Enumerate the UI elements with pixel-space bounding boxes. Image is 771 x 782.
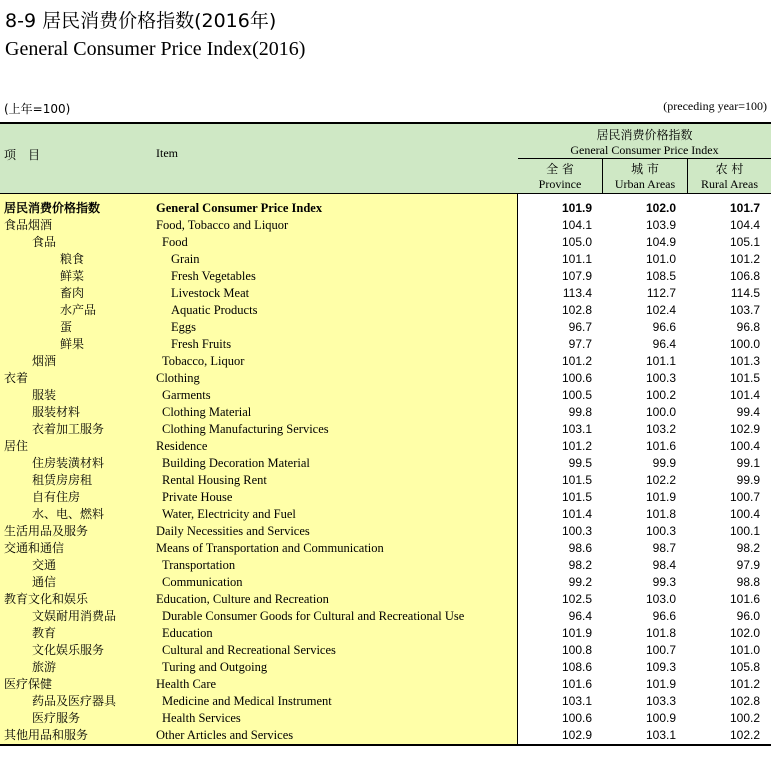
table-row	[0, 591, 771, 608]
row-item-en: Food, Tobacco and Liquor	[156, 218, 289, 232]
header-rural-en: Rural Areas	[701, 177, 758, 191]
value-urban: 96.6	[652, 320, 676, 334]
value-province: 98.2	[568, 558, 592, 572]
row-item-zh: 生活用品及服务	[4, 524, 89, 538]
value-province: 103.1	[561, 422, 592, 436]
value-rural: 102.8	[729, 694, 760, 708]
row-item-en: Grain	[171, 252, 200, 266]
row-item-en: Medicine and Medical Instrument	[162, 694, 332, 708]
value-province: 101.4	[561, 507, 592, 521]
header-group-en: General Consumer Price Index	[570, 143, 719, 157]
value-rural: 105.8	[729, 660, 760, 674]
value-province: 101.9	[561, 626, 592, 640]
row-item-en: Health Care	[156, 677, 217, 691]
value-rural: 96.0	[736, 609, 760, 623]
table-row	[0, 642, 771, 659]
value-province: 101.2	[561, 354, 592, 368]
table-row	[0, 693, 771, 710]
value-urban: 101.1	[645, 354, 676, 368]
table-row	[0, 421, 771, 438]
row-item-en: Health Services	[162, 711, 241, 725]
table-row	[0, 268, 771, 285]
table-row	[0, 217, 771, 234]
row-item-zh: 水产品	[60, 303, 97, 317]
row-item-en: Cultural and Recreational Services	[162, 643, 336, 657]
value-urban: 102.2	[645, 473, 676, 487]
value-urban: 108.5	[645, 269, 676, 283]
table-row	[0, 659, 771, 676]
value-province: 101.5	[561, 490, 592, 504]
row-item-zh: 其他用品和服务	[4, 728, 89, 742]
table-row	[0, 438, 771, 455]
row-item-zh: 衣着加工服务	[32, 422, 105, 436]
value-rural: 100.2	[729, 711, 760, 725]
value-urban: 96.6	[652, 609, 676, 623]
value-rural: 105.1	[729, 235, 760, 249]
table-row	[0, 727, 771, 744]
value-rural: 101.5	[729, 371, 760, 385]
value-province: 100.3	[561, 524, 592, 538]
table-row	[0, 370, 771, 387]
value-province: 102.9	[561, 728, 592, 742]
value-urban: 102.0	[645, 201, 676, 215]
row-item-zh: 服装	[32, 388, 57, 402]
value-rural: 97.9	[736, 558, 760, 572]
row-item-zh: 文娱耐用消费品	[32, 609, 117, 623]
value-province: 104.1	[561, 218, 592, 232]
value-rural: 101.2	[729, 252, 760, 266]
row-item-en: Water, Electricity and Fuel	[162, 507, 296, 521]
value-rural: 100.0	[729, 337, 760, 351]
row-item-zh: 交通	[32, 558, 57, 572]
value-province: 113.4	[562, 286, 592, 300]
row-item-en: Livestock Meat	[171, 286, 250, 300]
value-urban: 99.3	[652, 575, 676, 589]
value-urban: 100.0	[645, 405, 676, 419]
value-urban: 101.8	[645, 626, 676, 640]
value-urban: 103.2	[645, 422, 676, 436]
table-row	[0, 302, 771, 319]
value-urban: 102.4	[645, 303, 676, 317]
row-item-zh: 租赁房房租	[32, 473, 93, 487]
value-rural: 98.8	[736, 575, 760, 589]
value-province: 101.2	[561, 439, 592, 453]
value-rural: 102.0	[729, 626, 760, 640]
value-rural: 100.1	[729, 524, 760, 538]
value-province: 100.5	[561, 388, 592, 402]
table-row	[0, 336, 771, 353]
header-province-en: Province	[538, 177, 582, 191]
value-province: 102.8	[561, 303, 592, 317]
row-item-en: Transportation	[162, 558, 236, 572]
value-urban: 100.9	[645, 711, 676, 725]
value-rural: 102.9	[729, 422, 760, 436]
table-row	[0, 387, 771, 404]
value-urban: 103.3	[645, 694, 676, 708]
table-row	[0, 285, 771, 302]
row-item-zh: 食品烟酒	[4, 218, 53, 232]
row-item-en: Communication	[162, 575, 243, 589]
value-urban: 112.7	[646, 286, 676, 300]
header-province-zh: 全 省	[546, 162, 574, 176]
table-row	[0, 319, 771, 336]
row-item-en: Education, Culture and Recreation	[156, 592, 329, 606]
value-rural: 98.2	[736, 541, 760, 555]
base-note-zh: (上年=100)	[4, 102, 71, 116]
value-urban: 100.3	[645, 524, 676, 538]
row-item-zh: 畜肉	[60, 286, 85, 300]
value-province: 103.1	[561, 694, 592, 708]
row-item-en: Clothing Manufacturing Services	[162, 422, 329, 436]
row-item-en: Building Decoration Material	[162, 456, 310, 470]
value-province: 96.7	[568, 320, 592, 334]
value-urban: 103.1	[645, 728, 676, 742]
value-urban: 101.6	[645, 439, 676, 453]
row-item-en: Means of Transportation and Communication	[156, 541, 384, 555]
value-urban: 100.7	[645, 643, 676, 657]
row-item-zh: 食品	[32, 235, 57, 249]
row-item-en: Residence	[156, 439, 208, 453]
row-item-en: Fresh Fruits	[171, 337, 232, 351]
row-item-zh: 通信	[32, 575, 57, 589]
value-urban: 101.9	[645, 490, 676, 504]
value-urban: 99.9	[652, 456, 676, 470]
table-row	[0, 523, 771, 540]
table-row	[0, 557, 771, 574]
row-item-zh: 水、电、燃料	[32, 507, 105, 521]
row-item-zh: 烟酒	[32, 354, 57, 368]
row-item-zh: 教育	[32, 626, 57, 640]
row-item-en: Turing and Outgoing	[162, 660, 268, 674]
table-row	[0, 676, 771, 693]
value-rural: 99.4	[736, 405, 760, 419]
row-item-en: General Consumer Price Index	[156, 201, 323, 215]
value-province: 99.2	[568, 575, 592, 589]
table-row	[0, 234, 771, 251]
value-province: 100.6	[561, 711, 592, 725]
row-item-zh: 蛋	[60, 320, 73, 334]
value-rural: 101.2	[729, 677, 760, 691]
row-item-zh: 教育文化和娱乐	[4, 592, 89, 606]
value-province: 100.6	[561, 371, 592, 385]
row-item-zh: 文化娱乐服务	[32, 643, 105, 657]
value-province: 102.5	[561, 592, 592, 606]
page-title-zh: 8-9 居民消费价格指数(2016年)	[5, 10, 277, 32]
header-divider	[518, 158, 771, 159]
table-row	[0, 472, 771, 489]
row-item-zh: 粮食	[60, 252, 85, 266]
row-item-en: Clothing	[156, 371, 200, 385]
value-province: 108.6	[561, 660, 592, 674]
header-group-zh: 居民消费价格指数	[596, 128, 693, 142]
row-item-zh: 鲜菜	[60, 269, 85, 283]
row-item-en: Clothing Material	[162, 405, 252, 419]
row-item-en: Daily Necessities and Services	[156, 524, 310, 538]
value-rural: 101.6	[729, 592, 760, 606]
value-urban: 103.9	[645, 218, 676, 232]
value-province: 100.8	[561, 643, 592, 657]
value-rural: 101.0	[729, 643, 760, 657]
price-index-table	[0, 122, 771, 746]
row-item-zh: 医疗保健	[4, 677, 53, 691]
value-rural: 101.7	[729, 201, 760, 215]
row-item-zh: 居住	[4, 439, 29, 453]
row-item-en: Durable Consumer Goods for Cultural and Recreational Use	[162, 609, 465, 623]
row-item-en: Fresh Vegetables	[171, 269, 256, 283]
header-urban-en: Urban Areas	[614, 177, 676, 191]
value-urban: 103.0	[645, 592, 676, 606]
value-province: 99.8	[568, 405, 592, 419]
page-title-en: General Consumer Price Index(2016)	[5, 38, 306, 60]
value-urban: 109.3	[645, 660, 676, 674]
value-province: 107.9	[561, 269, 592, 283]
value-rural: 106.8	[729, 269, 760, 283]
row-item-zh: 药品及医疗器具	[32, 694, 117, 708]
value-province: 101.6	[561, 677, 592, 691]
header-item-en: Item	[156, 146, 178, 160]
table-row	[0, 608, 771, 625]
row-item-zh: 服装材料	[32, 405, 81, 419]
table-row	[0, 404, 771, 421]
value-rural: 114.5	[730, 286, 760, 300]
table-row	[0, 625, 771, 642]
value-province: 101.5	[561, 473, 592, 487]
row-item-zh: 旅游	[32, 660, 57, 674]
value-urban: 100.3	[645, 371, 676, 385]
value-province: 105.0	[561, 235, 592, 249]
value-province: 101.1	[561, 252, 592, 266]
row-item-zh: 居民消费价格指数	[4, 201, 101, 215]
header-rural-zh: 农 村	[715, 162, 744, 176]
table-row	[0, 710, 771, 727]
value-province: 99.5	[568, 456, 592, 470]
value-rural: 102.2	[729, 728, 760, 742]
value-rural: 101.4	[729, 388, 760, 402]
row-item-en: Food	[162, 235, 188, 249]
value-rural: 100.7	[729, 490, 760, 504]
table-row	[0, 489, 771, 506]
row-item-en: Education	[162, 626, 213, 640]
value-rural: 104.4	[729, 218, 760, 232]
value-rural: 103.7	[729, 303, 760, 317]
row-item-en: Tobacco, Liquor	[162, 354, 245, 368]
value-rural: 96.8	[736, 320, 760, 334]
row-item-en: Private House	[162, 490, 233, 504]
row-item-en: Aquatic Products	[171, 303, 258, 317]
table-row	[0, 574, 771, 591]
value-province: 98.6	[568, 541, 592, 555]
table-row	[0, 200, 771, 217]
table-row	[0, 506, 771, 523]
table-row	[0, 540, 771, 557]
value-urban: 101.8	[645, 507, 676, 521]
row-item-zh: 自有住房	[32, 490, 81, 504]
value-province: 96.4	[568, 609, 592, 623]
value-urban: 101.0	[645, 252, 676, 266]
row-item-en: Garments	[162, 388, 211, 402]
value-rural: 101.3	[729, 354, 760, 368]
value-province: 97.7	[568, 337, 592, 351]
row-item-zh: 住房装潢材料	[32, 456, 105, 470]
row-item-en: Rental Housing Rent	[162, 473, 267, 487]
table-row	[0, 251, 771, 268]
base-note-en: (preceding year=100)	[663, 99, 767, 113]
value-province: 101.9	[561, 201, 592, 215]
value-urban: 104.9	[645, 235, 676, 249]
value-rural: 100.4	[729, 439, 760, 453]
table-row	[0, 455, 771, 472]
value-urban: 96.4	[652, 337, 676, 351]
value-urban: 98.7	[652, 541, 676, 555]
value-urban: 101.9	[645, 677, 676, 691]
row-item-zh: 医疗服务	[32, 711, 81, 725]
row-item-zh: 交通和通信	[4, 541, 65, 555]
header-item-zh: 项 目	[4, 148, 41, 162]
row-item-zh: 衣着	[4, 371, 29, 385]
value-urban: 100.2	[645, 388, 676, 402]
value-urban: 98.4	[652, 558, 676, 572]
table-row	[0, 353, 771, 370]
value-rural: 99.9	[736, 473, 760, 487]
row-item-en: Eggs	[171, 320, 196, 334]
row-item-zh: 鲜果	[60, 337, 85, 351]
value-rural: 100.4	[729, 507, 760, 521]
table-body	[0, 200, 771, 744]
value-rural: 99.1	[736, 456, 760, 470]
header-urban-zh: 城 市	[631, 162, 659, 176]
row-item-en: Other Articles and Services	[156, 728, 294, 742]
